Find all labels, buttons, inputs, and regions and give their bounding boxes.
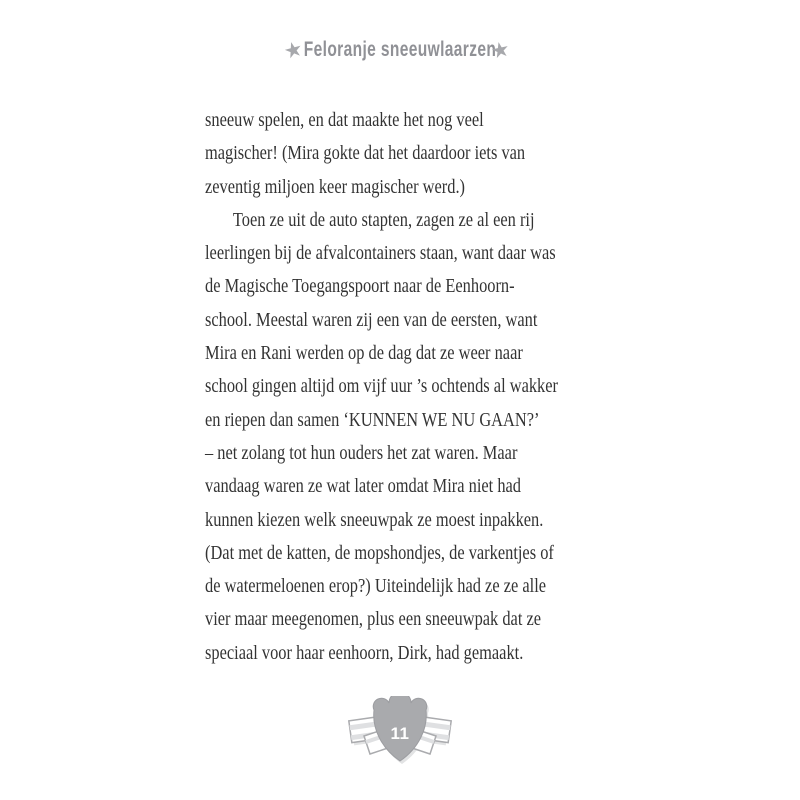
page-number: 11 [390,724,410,743]
text-line: sneeuw spelen, en dat maakte het nog veel [205,109,484,131]
text-line: kunnen kiezen welk sneeuwpak ze moest inpakken. [205,508,544,531]
chapter-header [0,0,800,80]
text-line: vandaag waren ze wat later omdat Mira niet had [205,475,522,498]
text-line: (Dat met de katten, de mopshondjes, de varkentjes of [205,541,554,564]
body-text [205,104,605,670]
text-line: – net zolang tot hun ouders het zat waren. Maar [205,441,518,464]
star-icon: ★ [281,35,306,65]
text-line: de Magische Toegangspoort naar de Eenhoorn- [205,275,515,298]
page-number-badge [348,696,452,766]
text-line: de watermeloenen erop?) Uiteindelijk had ze ze alle [205,575,547,598]
text-line: zeventig miljoen keer magischer werd.) [205,175,466,198]
text-line: Toen ze uit de auto stapten, zagen ze al een rij [232,208,535,231]
text-line: leerlingen bij de afvalcontainers staan, want daar was [205,242,556,265]
text-line: magischer! (Mira gokte dat het daardoor iets van [205,142,526,165]
chapter-title: Feloranje sneeuwlaarzen [303,38,497,61]
text-line: school. Meestal waren zij een van de eersten, want [205,308,538,331]
text-line: Mira en Rani werden op de dag dat ze weer naar [205,342,523,365]
text-line: school gingen altijd om vijf uur ’s ochtends al wakker [205,375,558,398]
text-line: vier maar meegenomen, plus een sneeuwpak dat ze [205,608,542,631]
text-line: en riepen dan samen ‘KUNNEN WE NU GAAN?’ [205,408,540,431]
star-icon: ★ [488,36,513,64]
text-line: speciaal voor haar eenhoorn, Dirk, had gemaakt. [205,641,524,664]
